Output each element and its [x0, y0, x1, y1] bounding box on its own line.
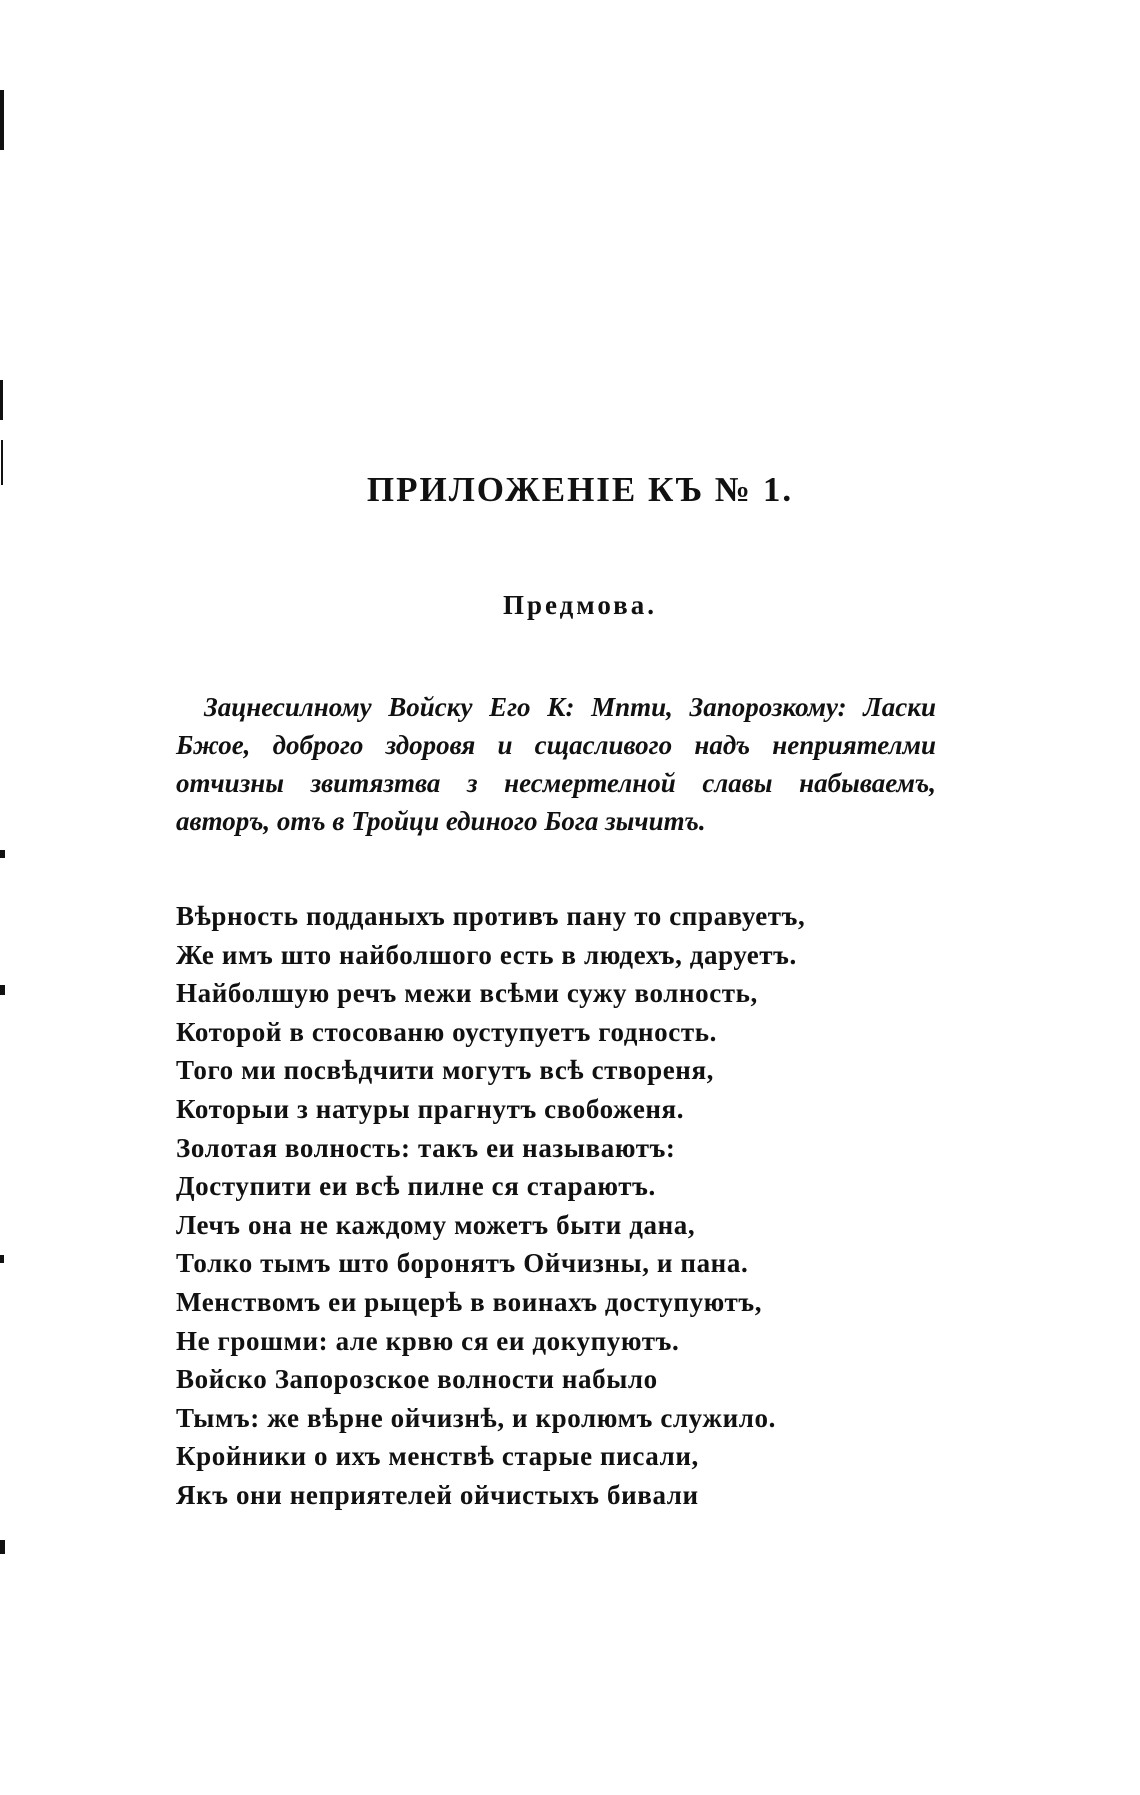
verse-line: Якъ они неприятелей ойчистыхъ бивали	[176, 1479, 699, 1510]
scan-mark	[0, 985, 5, 995]
scan-mark	[0, 380, 3, 420]
dedication-line: авторъ, отъ в Тройци единого Бога зычитъ.	[176, 806, 706, 836]
verse-line: Толко тымъ што боронятъ Ойчизны, и пана.	[176, 1248, 749, 1279]
verse-line: Кройники о ихъ менствѣ старые писали,	[176, 1441, 699, 1472]
verse-line: Войско Запорозское волности набыло	[176, 1364, 658, 1395]
verse-block	[176, 897, 936, 1515]
scan-mark	[0, 1255, 4, 1263]
dedication-paragraph	[176, 688, 936, 840]
verse-line: Не грошми: але крвю ся еи докупуютъ.	[176, 1325, 680, 1356]
verse-line: Тымъ: же вѣрне ойчизнѣ, и кролюмъ служило.	[176, 1402, 776, 1433]
verse-line: Которыи з натуры прагнутъ свобоженя.	[176, 1093, 685, 1124]
verse-line: Вѣрность подданыхъ противъ пану то справуетъ,	[176, 901, 806, 931]
verse-line: Лечъ она не каждому можетъ быти дана,	[176, 1209, 696, 1240]
scan-mark	[0, 850, 5, 858]
page-heading: ПРИЛОЖЕНІЕ КЪ № 1.	[366, 470, 794, 509]
verse-line: Менствомъ еи рыцерѣ в воинахъ доступуютъ,	[176, 1286, 763, 1317]
verse-line: Золотая волность: такъ еи называютъ:	[176, 1132, 676, 1163]
verse-line: Же имъ што найболшого есть в людехъ, даруетъ.	[176, 939, 797, 970]
verse-line: Того ми посвѣдчити могутъ всѣ створеня,	[176, 1055, 715, 1086]
dedication-line: отчизны звитязтва з несмертелной славы набываемъ,	[176, 768, 936, 798]
section-title: Предмова.	[503, 590, 657, 620]
verse-line: Которой в стосованю оуступуетъ годность.	[176, 1016, 717, 1047]
dedication-line: Бжое, доброго здоровя и сщасливого надъ неприятелми	[176, 730, 936, 760]
verse-line: Найболшую речъ межи всѣми сужу волность,	[176, 978, 758, 1009]
scan-mark	[0, 1540, 5, 1554]
dedication-line: Зацнесилному Войску Его К: Мпти, Запорозкому: Ласки	[204, 692, 936, 722]
verse-line: Доступити еи всѣ пилне ся стараютъ.	[176, 1171, 656, 1202]
scan-mark	[0, 90, 4, 150]
